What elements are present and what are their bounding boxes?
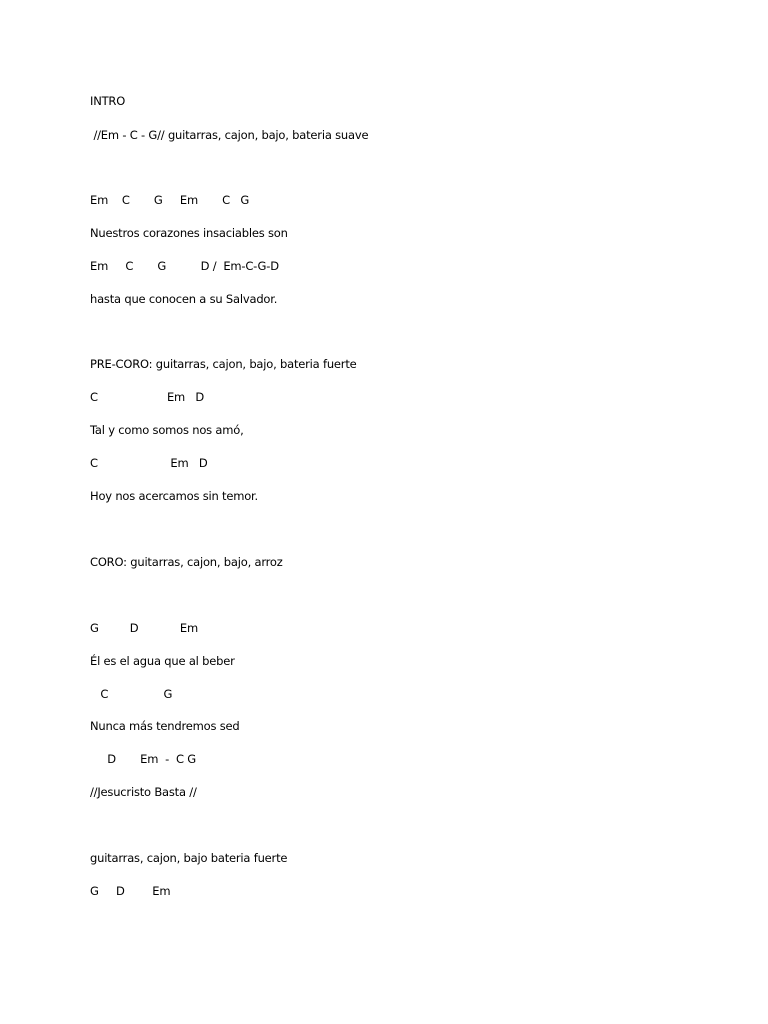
lyric-line: Nunca más tendremos sed: [90, 719, 240, 733]
lyric-line: hasta que conocen a su Salvador.: [90, 292, 278, 306]
chord-line: C G: [90, 687, 173, 701]
lyric-line: Tal y como somos nos amó,: [90, 423, 244, 437]
chord-line: Em C G D / Em-C-G-D: [90, 259, 279, 273]
section-heading-coro: CORO: guitarras, cajon, bajo, arroz: [90, 555, 283, 569]
lyric-line: //Jesucristo Basta //: [90, 785, 197, 799]
chord-line: C Em D: [90, 390, 205, 404]
lyric-line: Nuestros corazones insaciables son: [90, 226, 288, 240]
chord-line: C Em D: [90, 456, 208, 470]
section-heading-instruments: guitarras, cajon, bajo bateria fuerte: [90, 851, 288, 865]
section-heading-pre-coro: PRE-CORO: guitarras, cajon, bajo, bateria fuerte: [90, 357, 357, 371]
chord-line: D Em - C G: [90, 752, 196, 766]
intro-chords-line: //Em - C - G// guitarras, cajon, bajo, bateria suave: [90, 128, 369, 142]
chord-line: G D Em: [90, 884, 171, 898]
chord-line: G D Em: [90, 621, 199, 635]
lyric-line: Él es el agua que al beber: [90, 654, 235, 668]
section-heading-intro: INTRO: [90, 94, 126, 108]
chord-line: Em C G Em C G: [90, 193, 250, 207]
lyric-line: Hoy nos acercamos sin temor.: [90, 489, 258, 503]
